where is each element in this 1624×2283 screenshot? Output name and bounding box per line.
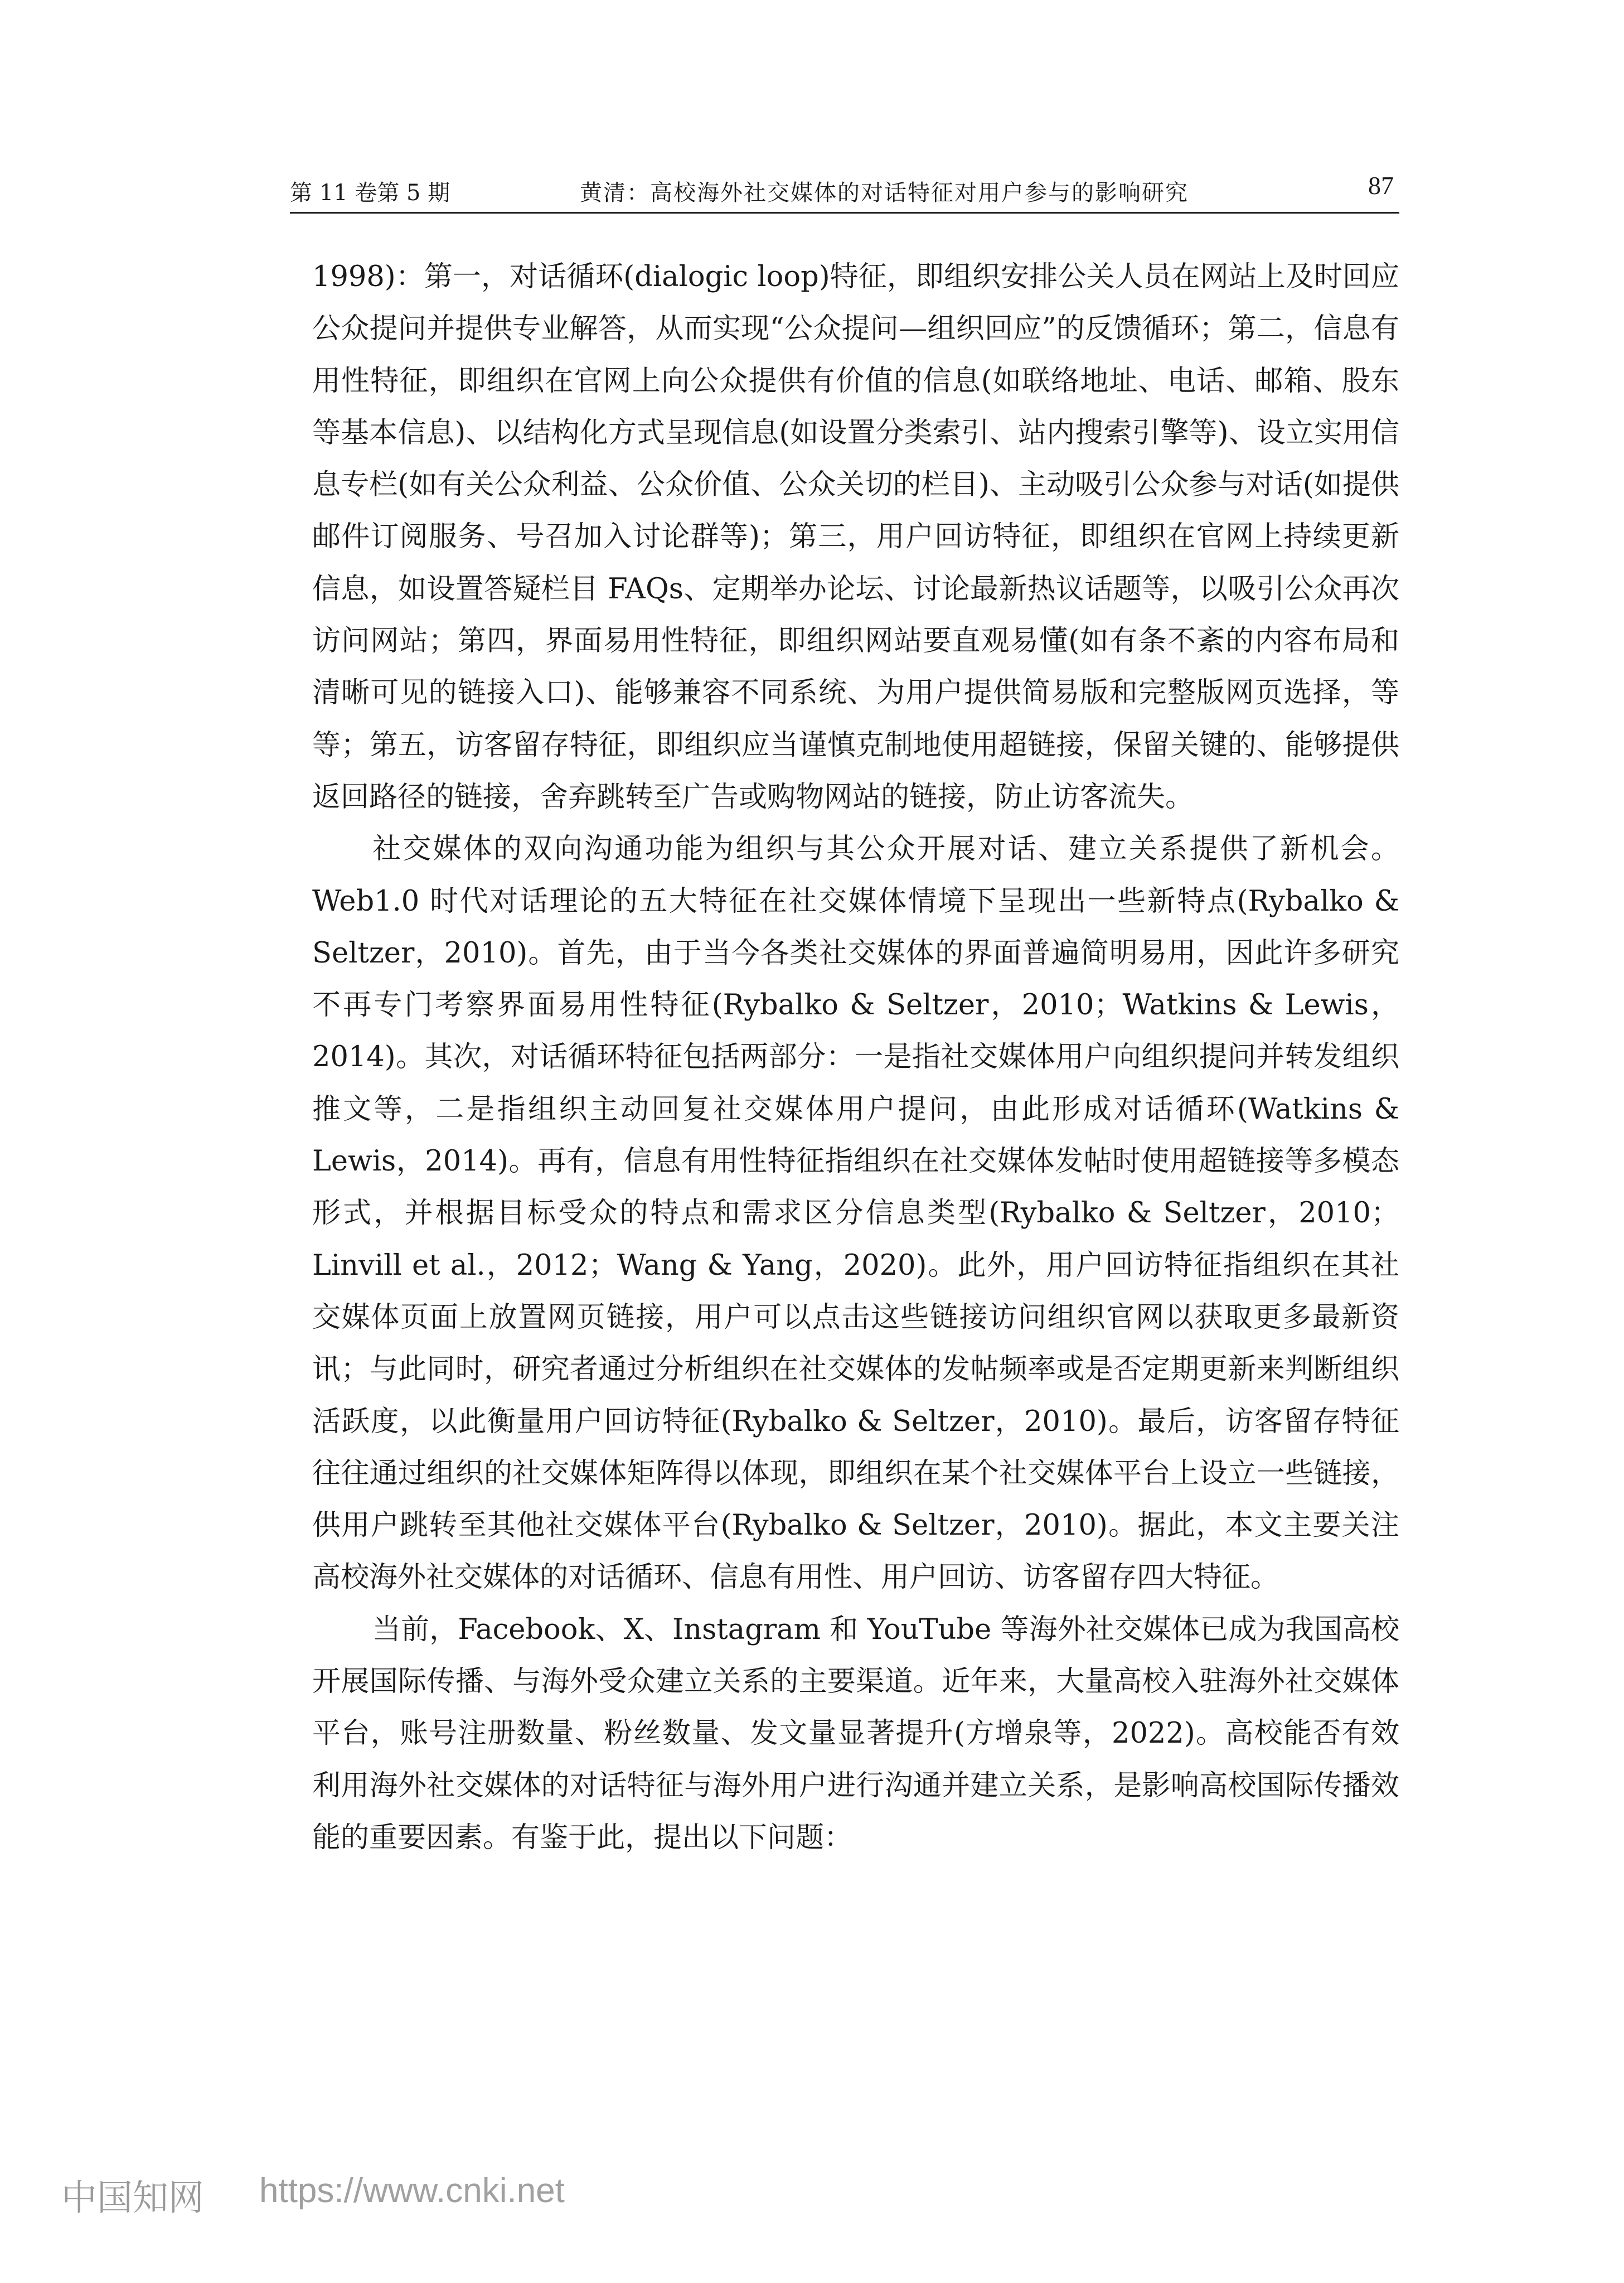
- cnki-url-watermark: https://www.cnki.net: [259, 2171, 565, 2210]
- paragraph-research-question-intro: 当前，Facebook、X、Instagram 和 YouTube 等海外社交媒体已成为我国高校开展国际传播、与海外受众建立关系的主要渠道。近年来，大量高校入驻海外社交媒体平台，账号注册数量、粉丝数量、发文量显著提升(方增泉等，2022)。高校能否有效利用海外社交媒体的对话特征与海外用户进行沟通并建立关系，是影响高校国际传播效能的重要因素。有鉴于此，提出以下问题：: [312, 1613, 1399, 1854]
- paragraph-continued: 1998)：第一，对话循环(dialogic loop)特征，即组织安排公关人员在网站上及时回应公众提问并提供专业解答，从而实现“公众提问—组织回应”的反馈循环；第二，信息有用性特征，即组织在官网上向公众提供有价值的信息(如联络地址、电话、邮箱、股东等基本信息)、以结构化方式呈现信息(如设置分类索引、站内搜索引擎等)、设立实用信息专栏(如有关公众利益、公众价值、公众关切的栏目)、主动吸引公众参与对话(如提供邮件订阅服务、号召加入讨论群等)；第三，用户回访特征，即组织在官网上持续更新信息，如设置答疑栏目 FAQs、定期举办论坛、讨论最新热议话题等，以吸引公众再次访问网站；第四，界面易用性特征，即组织网站要直观易懂(如有条不紊的内容布局和清晰可见的链接入口)、能够兼容不同系统、为用户提供简易版和完整版网页选择，等等；第五，访客留存特征，即组织应当谨慎克制地使用超链接，保留关键的、能够提供返回路径的链接，舍弃跳转至广告或购物网站的链接，防止访客流失。: [312, 260, 1399, 814]
- page-number: 87: [1368, 171, 1394, 200]
- paragraph-social-media-dialogic: 社交媒体的双向沟通功能为组织与其公众开展对话、建立关系提供了新机会。Web1.0 时代对话理论的五大特征在社交媒体情境下呈现出一些新特点(Rybalko & Seltzer，2010)。首先，由于当今各类社交媒体的界面普遍简明易用，因此许多研究不再专门考察界面易用性特征(Rybalko & Seltzer，2010；Watkins & Lewis，2014)。其次，对话循环特征包括两部分：一是指社交媒体用户向组织提问并转发组织推文等，二是指组织主动回复社交媒体用户提问，由此形成对话循环(Watkins & Lewis，2014)。再有，信息有用性特征指组织在社交媒体发帖时使用超链接等多模态形式，并根据目标受众的特点和需求区分信息类型(Rybalko & Seltzer，2010；Linvill et al.，2012；Wang & Yang，2020)。此外，用户回访特征指组织在其社交媒体页面上放置网页链接，用户可以点击这些链接访问组织官网以获取更多最新资讯；与此同时，研究者通过分析组织在社交媒体的发帖频率或是否定期更新来判断组织活跃度，以此衡量用户回访特征(Rybalko & Seltzer，2010)。最后，访客留存特征往往通过组织的社交媒体矩阵得以体现，即组织在某个社交媒体平台上设立一些链接，供用户跳转至其他社交媒体平台(Rybalko & Seltzer，2010)。据此，本文主要关注高校海外社交媒体的对话循环、信息有用性、用户回访、访客留存四大特征。: [312, 833, 1399, 1594]
- cnki-logo-watermark: 中国知网: [61, 2178, 204, 2219]
- running-header: [290, 167, 1399, 214]
- article-body: [312, 251, 1399, 1864]
- article-running-title: 黄清：高校海外社交媒体的对话特征对用户参与的影响研究: [580, 180, 1189, 206]
- journal-volume-issue: 第 11 卷第 5 期: [290, 180, 450, 206]
